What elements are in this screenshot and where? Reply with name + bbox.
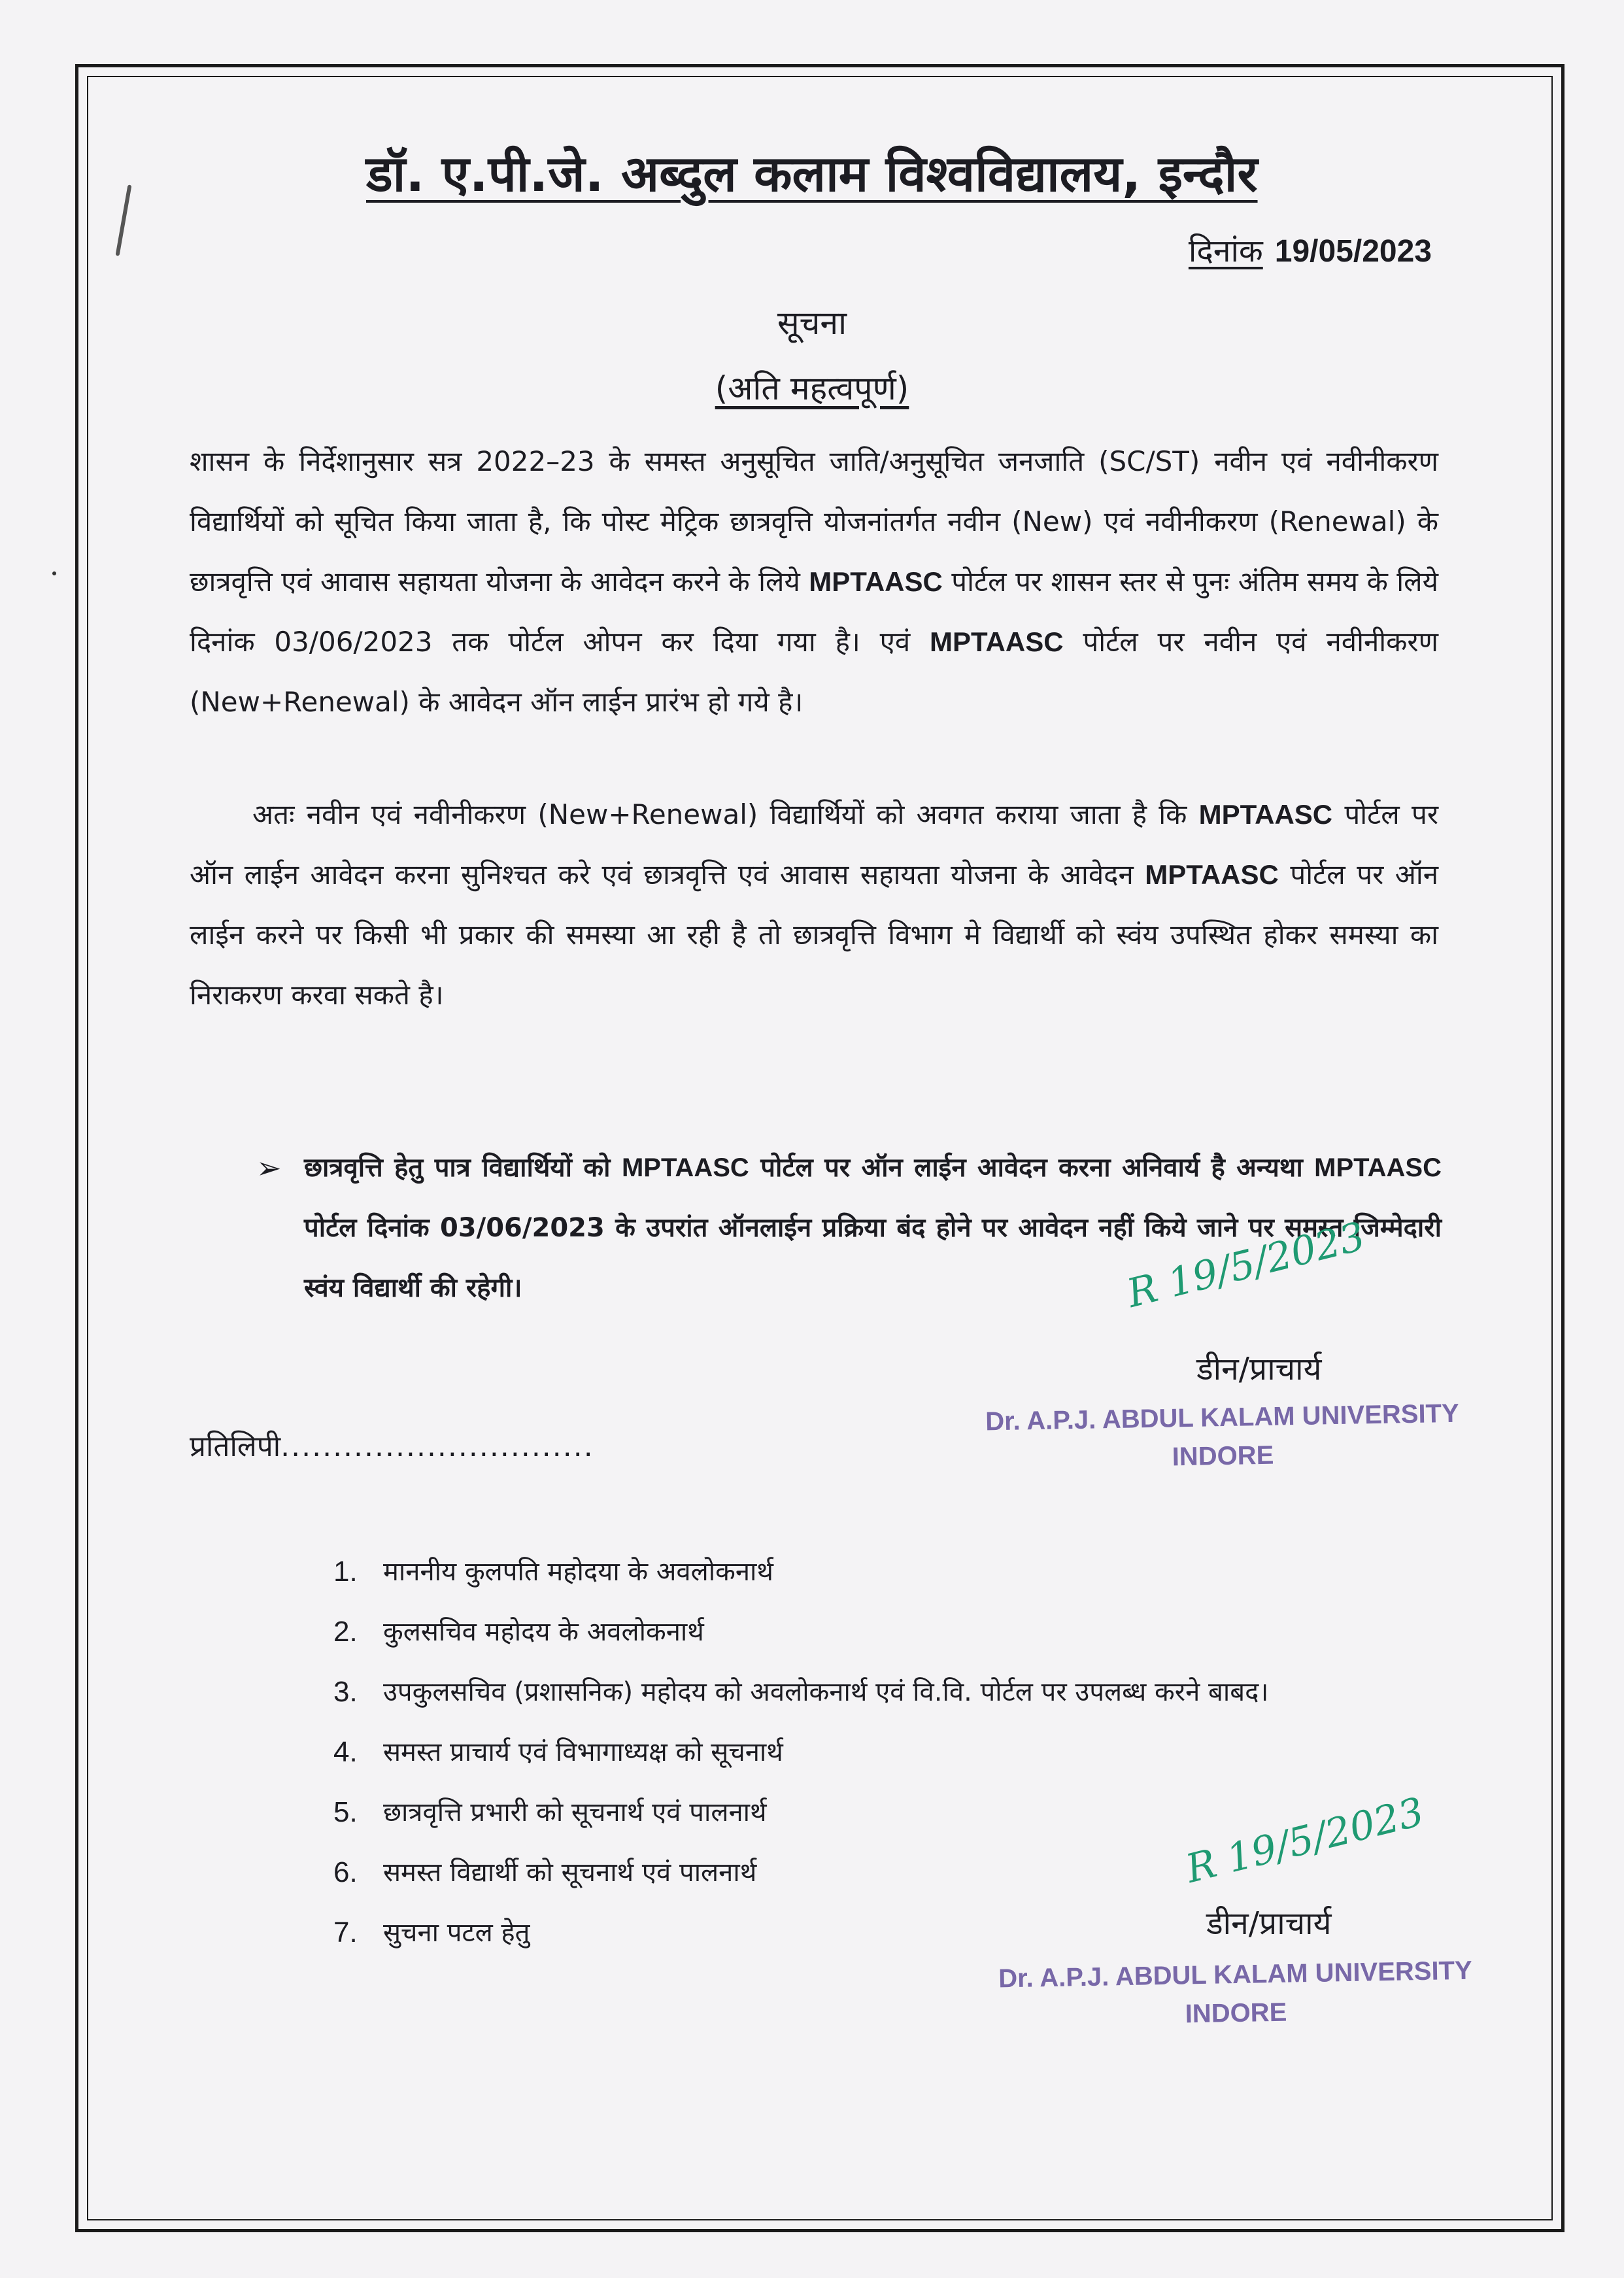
paragraph-1-text-c: पोर्टल पर नवीन एवं नवीनीकरण (New+Renewal) के आवेदन ऑन लाईन प्रारंभ हो गये है। bbox=[190, 626, 1438, 718]
list-item bbox=[333, 1675, 1478, 1735]
list-item bbox=[333, 1615, 1478, 1675]
bullet-text-a: छात्रवृत्ति हेतु पात्र विद्यार्थियों को bbox=[304, 1153, 611, 1183]
paragraph-2 bbox=[190, 785, 1438, 1025]
list-item bbox=[333, 1555, 1478, 1615]
portal-name: MPTAASC bbox=[1314, 1153, 1442, 1182]
stamp-line-1: Dr. A.P.J. ABDUL KALAM UNIVERSITY bbox=[998, 1956, 1473, 1994]
bullet-text-b: पोर्टल पर ऑन लाईन आवेदन करना अनिवार्य है अन्यथा bbox=[760, 1153, 1303, 1183]
date-value: 19/05/2023 bbox=[1274, 234, 1432, 269]
portal-name: MPTAASC bbox=[930, 626, 1064, 657]
stamp-line-1: Dr. A.P.J. ABDUL KALAM UNIVERSITY bbox=[985, 1399, 1460, 1436]
paragraph-1 bbox=[190, 432, 1438, 732]
signature: R 19/5/2023 bbox=[1181, 1789, 1429, 1892]
stamp-line-2: INDORE bbox=[1172, 1440, 1274, 1472]
list-number: 4. bbox=[333, 1736, 358, 1768]
copy-label: प्रतिलिपी bbox=[190, 1430, 281, 1463]
list-text: माननीय कुलपति महोदया के अवलोकनार्थ bbox=[383, 1557, 773, 1587]
list-text: समस्त विद्यार्थी को सूचनार्थ एवं पालनार्थ bbox=[383, 1858, 757, 1888]
copy-dots: .............................. bbox=[280, 1430, 594, 1463]
paragraph-1-text-a: शासन के निर्देशानुसार सत्र 2022–23 के समस्त अनुसूचित जाति/अनुसूचित जनजाति (SC/ST) नवीन एवं नवीनीकरण विद्यार्थियों को सूचित किया जाता है, कि पोस्ट मेट्रिक छात्रवृत्ति योजनांतर्गत नवीन (New) एवं नवीनीकरण (Renewal) के छात्रवृत्ति एवं आवास सहायता योजना के आवेदन करने के लिये bbox=[190, 445, 1438, 598]
list-number: 7. bbox=[333, 1916, 358, 1948]
list-text: उपकुलसचिव (प्रशासनिक) महोदय को अवलोकनार्थ एवं वि.वि. पोर्टल पर उपलब्ध करने बाबद। bbox=[383, 1677, 1269, 1707]
list-number: 5. bbox=[333, 1796, 358, 1828]
university-stamp bbox=[987, 1956, 1485, 2032]
list-number: 6. bbox=[333, 1856, 358, 1888]
list-text: समस्त प्राचार्य एवं विभागाध्यक्ष को सूचनार्थ bbox=[383, 1737, 783, 1767]
paragraph-2-text-c: पोर्टल पर ऑन लाईन करने पर किसी भी प्रकार की समस्या आ रही है तो छात्रवृत्ति विभाग मे विद्यार्थी को स्वंय उपस्थित होकर समस्या का निराकरण करवा सकते है। bbox=[190, 858, 1439, 1011]
university-stamp bbox=[973, 1399, 1472, 1475]
list-number: 1. bbox=[333, 1556, 358, 1588]
stamp-line-2: INDORE bbox=[1185, 1998, 1287, 2029]
notice-heading: सूचना bbox=[777, 304, 847, 342]
list-item bbox=[333, 1735, 1478, 1795]
bullet-text-c: पोर्टल दिनांक 03/06/2023 के उपरांत ऑनलाईन प्रक्रिया बंद होने पर आवेदन नहीं किये जाने पर समस्त जिम्मेदारी स्वंय विद्यार्थी की रहेगी। bbox=[304, 1213, 1442, 1303]
list-text: कुलसचिव महोदय के अवलोकनार्थ bbox=[383, 1617, 704, 1647]
designation: डीन/प्राचार्य bbox=[1206, 1905, 1332, 1942]
notice-subheading: (अति महत्वपूर्ण) bbox=[715, 369, 909, 407]
portal-name: MPTAASC bbox=[1198, 799, 1333, 830]
date-label: दिनांक bbox=[1188, 233, 1263, 269]
notice-date bbox=[1189, 229, 1432, 271]
signature: R 19/5/2023 bbox=[1123, 1214, 1370, 1317]
portal-name: MPTAASC bbox=[1145, 859, 1279, 890]
bullet-note bbox=[304, 1138, 1442, 1318]
paragraph-1-text-b: पोर्टल पर शासन स्तर से पुनः अंतिम समय के लिये दिनांक 03/06/2023 तक पोर्टल ओपन कर दिया गया है। एवं bbox=[190, 566, 1438, 658]
portal-name: MPTAASC bbox=[621, 1153, 749, 1182]
list-number: 3. bbox=[333, 1676, 358, 1708]
paragraph-2-text-b: पोर्टल पर ऑन लाईन आवेदन करना सुनिश्चत करे एवं छात्रवृत्ति एवं आवास सहायता योजना के आवेदन bbox=[190, 798, 1439, 891]
designation: डीन/प्राचार्य bbox=[1196, 1351, 1322, 1387]
portal-name: MPTAASC bbox=[809, 566, 943, 597]
list-text: सुचना पटल हेतु bbox=[383, 1918, 530, 1948]
ink-dot bbox=[52, 571, 56, 575]
copy-to bbox=[190, 1425, 594, 1465]
list-text: छात्रवृत्ति प्रभारी को सूचनार्थ एवं पालनार्थ bbox=[383, 1797, 767, 1828]
list-number: 2. bbox=[333, 1616, 358, 1648]
university-title: डॉ. ए.पी.जे. अब्दुल कलाम विश्वविद्यालय, इन्दौर bbox=[366, 144, 1258, 203]
paragraph-2-text-a: अतः नवीन एवं नवीनीकरण (New+Renewal) विद्यार्थियों को अवगत कराया जाता है कि bbox=[252, 798, 1187, 830]
arrow-bullet-icon: ➢ bbox=[256, 1150, 282, 1185]
